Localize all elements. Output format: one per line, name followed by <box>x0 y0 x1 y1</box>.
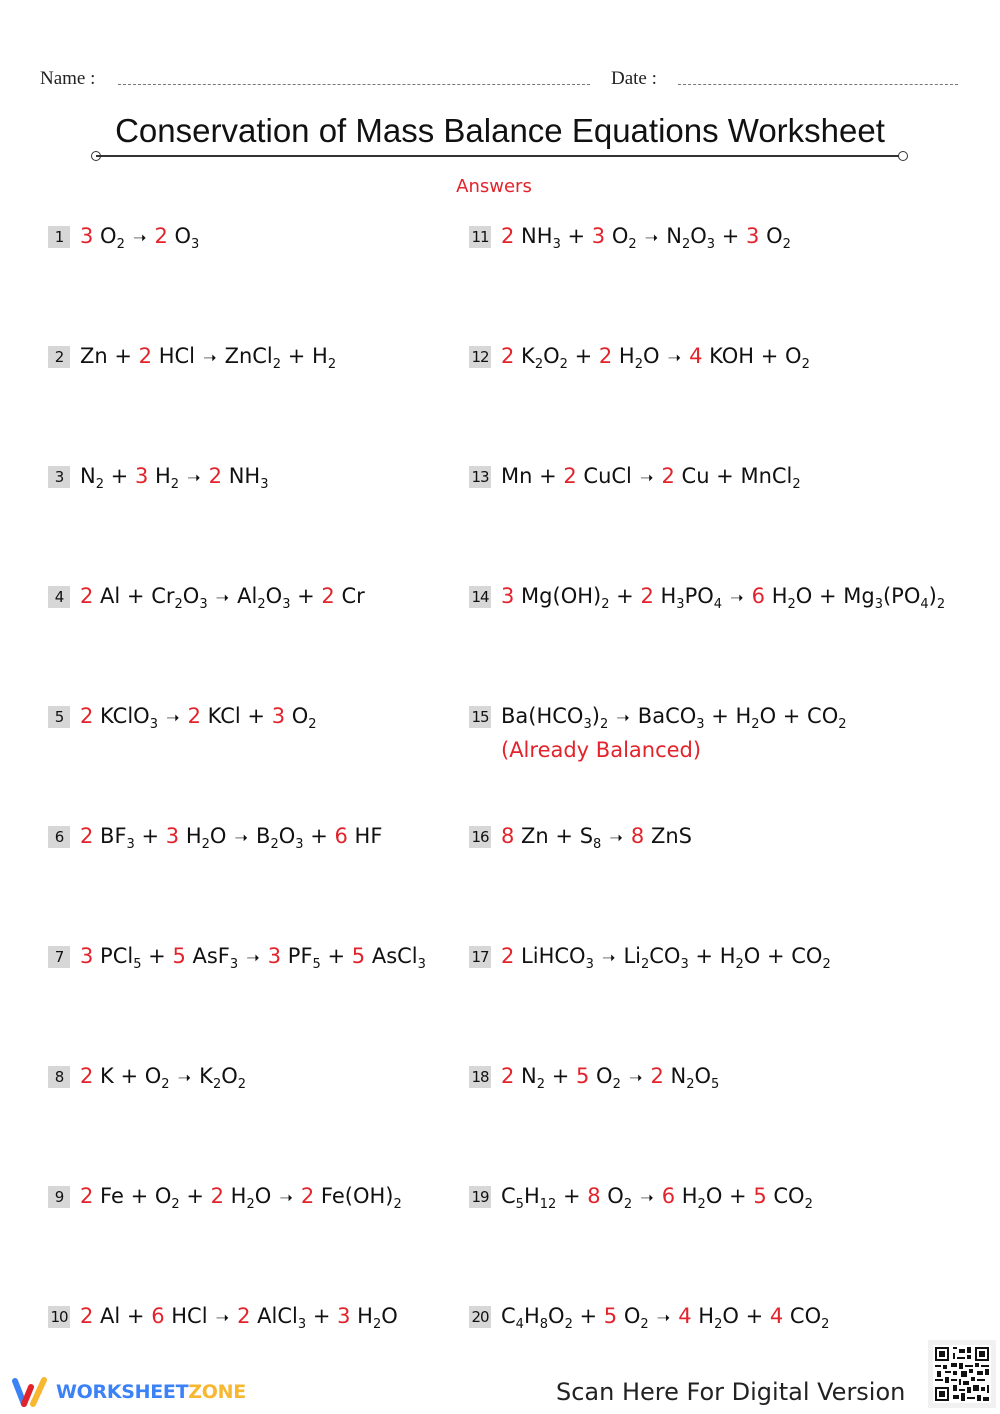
arrow-right-icon: ➝ <box>651 1308 676 1327</box>
subscript: 5 <box>133 957 142 972</box>
formula-text: H <box>179 824 202 848</box>
subscript: 2 <box>782 237 791 252</box>
coefficient-answer: 4 <box>689 344 703 368</box>
qr-code-icon <box>933 1345 991 1403</box>
header-fields <box>40 66 960 94</box>
logo-text: WORKSHEETZONE <box>56 1381 246 1403</box>
formula-text: O <box>759 224 783 248</box>
coefficient-answer: 3 <box>746 224 760 248</box>
formula-text: O <box>167 224 192 248</box>
problem-number-badge: 3 <box>48 466 70 488</box>
subscript: 3 <box>696 717 705 732</box>
subscript: 3 <box>552 237 561 252</box>
subscript: 2 <box>564 1317 573 1332</box>
formula-text: KOH + O <box>702 344 802 368</box>
problem-number-badge: 20 <box>469 1306 491 1328</box>
coefficient-answer: 2 <box>501 344 515 368</box>
subscript: 2 <box>270 837 279 852</box>
coefficient-answer: 2 <box>154 224 168 248</box>
subscript: 2 <box>212 1077 222 1092</box>
rule-endpoint-right <box>898 151 908 161</box>
balanced-equation <box>501 460 801 494</box>
coefficient-answer: 2 <box>138 344 153 368</box>
coefficient-answer: 2 <box>208 464 223 488</box>
formula-text: O <box>254 1184 272 1208</box>
answers-label: Answers <box>456 176 532 197</box>
coefficient-answer: 4 <box>678 1304 692 1328</box>
subscript: 2 <box>116 237 125 252</box>
formula-text: N <box>80 464 96 488</box>
coefficient-answer: 2 <box>501 1064 515 1088</box>
name-field[interactable] <box>118 84 590 85</box>
formula-text: C <box>501 1184 516 1208</box>
coefficient-answer: 2 <box>80 584 94 608</box>
problem-number-badge: 9 <box>48 1186 70 1208</box>
coefficient-answer: 3 <box>591 224 606 248</box>
formula-text: H <box>691 1304 715 1328</box>
subscript: 2 <box>640 957 650 972</box>
formula-text: O + CO <box>743 944 823 968</box>
subscript: 2 <box>792 477 801 492</box>
coefficient-answer: 2 <box>187 704 201 728</box>
coefficient-answer: 2 <box>650 1064 664 1088</box>
coefficient-answer: 6 <box>334 824 348 848</box>
formula-text: + <box>303 824 335 848</box>
balanced-equation <box>501 580 945 614</box>
formula-text: K <box>199 1064 213 1088</box>
formula-text: AlCl <box>250 1304 298 1328</box>
subscript: 2 <box>801 357 810 372</box>
formula-text: + <box>320 944 352 968</box>
arrow-right-icon: ➝ <box>210 588 235 607</box>
balanced-equation <box>80 460 269 494</box>
formula-text: B <box>256 824 271 848</box>
logo-w-icon <box>10 1375 50 1409</box>
formula-text: CO <box>766 1184 805 1208</box>
coefficient-answer: 2 <box>80 1304 94 1328</box>
qr-code[interactable] <box>928 1340 996 1408</box>
formula-text: + H <box>704 704 752 728</box>
formula-text: BF <box>93 824 127 848</box>
subscript: 2 <box>735 957 744 972</box>
formula-text: ) <box>591 704 600 728</box>
scan-caption: Scan Here For Digital Version <box>556 1378 906 1406</box>
coefficient-answer: 2 <box>80 824 94 848</box>
subscript: 3 <box>282 597 291 612</box>
balanced-equation <box>80 820 382 854</box>
formula-text: Al + <box>93 1304 152 1328</box>
formula-text: + H <box>688 944 736 968</box>
formula-text: O <box>285 704 309 728</box>
subscript: 2 <box>936 597 946 612</box>
formula-text: CO <box>783 1304 822 1328</box>
formula-text: KCl + <box>200 704 272 728</box>
formula-text: NH <box>222 464 261 488</box>
subscript: 2 <box>170 477 180 492</box>
problem-number-badge: 14 <box>469 586 491 608</box>
arrow-right-icon: ➝ <box>639 228 664 247</box>
subscript: 2 <box>536 1077 546 1092</box>
formula-text: Fe(OH) <box>314 1184 394 1208</box>
problem-number-badge: 4 <box>48 586 70 608</box>
formula-text: H <box>523 1184 540 1208</box>
formula-text: HCl <box>164 1304 208 1328</box>
formula-text: O <box>278 824 296 848</box>
formula-text: + <box>560 224 592 248</box>
problem-number-badge: 1 <box>48 226 70 248</box>
formula-text: Mg(OH) <box>514 584 602 608</box>
subscript: 2 <box>599 717 609 732</box>
subscript: 8 <box>593 837 602 852</box>
coefficient-answer: 5 <box>172 944 186 968</box>
coefficient-answer: 8 <box>587 1184 601 1208</box>
subscript: 2 <box>640 1317 649 1332</box>
arrow-right-icon: ➝ <box>160 708 185 727</box>
subscript: 3 <box>417 957 426 972</box>
formula-text: O <box>221 1064 238 1088</box>
coefficient-answer: 2 <box>661 464 675 488</box>
coefficient-answer: 2 <box>80 704 94 728</box>
arrow-right-icon: ➝ <box>611 708 635 727</box>
formula-text: O + Mg <box>795 584 875 608</box>
coefficient-answer: 3 <box>271 704 286 728</box>
coefficient-answer: 3 <box>501 584 515 608</box>
coefficient-answer: 2 <box>80 1064 94 1088</box>
arrow-right-icon: ➝ <box>241 948 265 967</box>
formula-text: + <box>556 1184 588 1208</box>
formula-text: + <box>104 464 135 488</box>
balanced-equation <box>501 340 810 374</box>
formula-text: Cr <box>334 584 365 608</box>
formula-text: H <box>765 584 788 608</box>
formula-text: H <box>148 464 171 488</box>
formula-text: PCl <box>93 944 134 968</box>
formula-text: O <box>93 224 117 248</box>
subscript: 2 <box>237 1077 247 1092</box>
coefficient-answer: 3 <box>134 464 149 488</box>
subscript: 4 <box>515 1317 524 1332</box>
coefficient-answer: 5 <box>603 1304 618 1328</box>
problem-number-badge: 5 <box>48 706 70 728</box>
formula-text: AsCl <box>365 944 418 968</box>
subscript: 2 <box>601 597 610 612</box>
balanced-equation <box>501 940 831 974</box>
formula-text: PF <box>281 944 313 968</box>
arrow-right-icon: ➝ <box>634 468 659 487</box>
subscript: 3 <box>149 717 158 732</box>
subscript: 3 <box>706 237 716 252</box>
formula-text: N <box>666 224 682 248</box>
subscript: 2 <box>174 597 183 612</box>
arrow-right-icon: ➝ <box>725 588 749 607</box>
formula-text: O + CO <box>759 704 839 728</box>
balanced-equation <box>80 1180 402 1214</box>
formula-text: + <box>141 944 173 968</box>
arrow-right-icon: ➝ <box>198 348 222 367</box>
formula-text: + <box>609 584 641 608</box>
subscript: 2 <box>714 1317 723 1332</box>
arrow-right-icon: ➝ <box>662 348 687 367</box>
formula-text: O <box>543 344 560 368</box>
formula-text: BaCO <box>637 704 697 728</box>
formula-text: K + O <box>93 1064 162 1088</box>
formula-text: N <box>663 1064 687 1088</box>
coefficient-answer: 4 <box>769 1304 784 1328</box>
problem-number-badge: 19 <box>469 1186 491 1208</box>
subscript: 2 <box>201 837 210 852</box>
subscript: 12 <box>539 1197 557 1212</box>
formula-text: + <box>290 584 322 608</box>
problem-number-badge: 12 <box>469 346 491 368</box>
problem-number-badge: 18 <box>469 1066 491 1088</box>
formula-text: + H <box>281 344 328 368</box>
coefficient-answer: 8 <box>501 824 515 848</box>
problem-number-badge: 2 <box>48 346 70 368</box>
coefficient-answer: 3 <box>165 824 180 848</box>
formula-text: AsF <box>185 944 230 968</box>
date-field[interactable] <box>678 84 958 85</box>
balanced-equation <box>501 700 847 734</box>
arrow-right-icon: ➝ <box>604 828 628 847</box>
balanced-equation <box>80 580 365 614</box>
subscript: 4 <box>920 597 929 612</box>
subscript: 3 <box>295 837 304 852</box>
formula-text: Zn + <box>80 344 139 368</box>
subscript: 2 <box>327 357 337 372</box>
coefficient-answer: 2 <box>598 344 613 368</box>
formula-text: Al <box>237 584 258 608</box>
subscript: 2 <box>246 1197 255 1212</box>
problem-number-badge: 16 <box>469 826 491 848</box>
formula-text: + <box>567 344 599 368</box>
formula-text: O <box>548 1304 565 1328</box>
coefficient-answer: 2 <box>501 944 515 968</box>
coefficient-answer: 2 <box>80 1184 94 1208</box>
subscript: 2 <box>257 597 266 612</box>
coefficient-answer: 3 <box>80 224 94 248</box>
formula-text: O <box>694 1064 712 1088</box>
name-label: Name : <box>40 68 96 89</box>
balanced-equation <box>501 1180 813 1214</box>
formula-text: O <box>381 1304 398 1328</box>
formula-text: H <box>653 584 677 608</box>
coefficient-answer: 5 <box>351 944 366 968</box>
coefficient-answer: 3 <box>80 944 94 968</box>
arrow-right-icon: ➝ <box>127 228 152 247</box>
formula-text: CO <box>649 944 681 968</box>
coefficient-answer: 2 <box>300 1184 315 1208</box>
formula-text: + <box>134 824 166 848</box>
formula-text: Al + Cr <box>93 584 175 608</box>
subscript: 3 <box>229 957 239 972</box>
formula-text: C <box>501 1304 516 1328</box>
formula-text: LiHCO <box>514 944 586 968</box>
arrow-right-icon: ➝ <box>229 828 254 847</box>
formula-text: + <box>179 1184 211 1208</box>
subscript: 2 <box>634 357 643 372</box>
subscript: 2 <box>372 1317 382 1332</box>
formula-text: H <box>612 344 635 368</box>
formula-text: H <box>350 1304 373 1328</box>
balanced-equation <box>501 1300 829 1334</box>
subscript: 2 <box>161 1077 170 1092</box>
formula-text: + <box>572 1304 604 1328</box>
problem-number-badge: 8 <box>48 1066 70 1088</box>
formula-text: O <box>690 224 707 248</box>
subscript: 2 <box>534 357 544 372</box>
coefficient-answer: 3 <box>337 1304 351 1328</box>
title-underline <box>96 155 904 157</box>
formula-text: O <box>643 344 660 368</box>
arrow-right-icon: ➝ <box>182 468 206 487</box>
answer-note: (Already Balanced) <box>501 738 702 762</box>
formula-text: O + <box>722 1304 770 1328</box>
problem-number-badge: 10 <box>48 1306 70 1328</box>
arrow-right-icon: ➝ <box>635 1188 659 1207</box>
subscript: 4 <box>713 597 723 612</box>
formula-text: PO <box>684 584 714 608</box>
formula-text: ZnS <box>644 824 692 848</box>
balanced-equation <box>80 1060 246 1094</box>
formula-text: Mn + <box>501 464 564 488</box>
balanced-equation <box>80 940 426 974</box>
arrow-right-icon: ➝ <box>623 1068 648 1087</box>
subscript: 2 <box>804 1197 813 1212</box>
problem-number-badge: 11 <box>469 226 491 248</box>
arrow-right-icon: ➝ <box>274 1188 298 1207</box>
problem-number-badge: 15 <box>469 706 491 728</box>
subscript: 3 <box>583 717 592 732</box>
coefficient-answer: 6 <box>661 1184 676 1208</box>
formula-text: N <box>514 1064 537 1088</box>
formula-text: HF <box>347 824 383 848</box>
formula-text: O <box>600 1184 624 1208</box>
subscript: 2 <box>821 1317 830 1332</box>
worksheetzone-logo <box>10 1374 246 1410</box>
formula-text: HCl <box>152 344 195 368</box>
formula-text: (PO <box>882 584 921 608</box>
balanced-equation <box>80 220 199 254</box>
coefficient-answer: 2 <box>563 464 577 488</box>
formula-text: O <box>265 584 283 608</box>
balanced-equation <box>501 820 692 854</box>
formula-text: Cu + MnCl <box>674 464 793 488</box>
subscript: 3 <box>260 477 269 492</box>
coefficient-answer: 6 <box>751 584 766 608</box>
formula-text: CuCl <box>576 464 632 488</box>
coefficient-answer: 3 <box>267 944 282 968</box>
subscript: 5 <box>711 1077 720 1092</box>
subscript: 2 <box>822 957 831 972</box>
balanced-equation <box>80 340 336 374</box>
formula-text: H <box>224 1184 247 1208</box>
coefficient-answer: 5 <box>753 1184 767 1208</box>
subscript: 2 <box>838 717 847 732</box>
formula-text: NH <box>514 224 553 248</box>
subscript: 5 <box>312 957 321 972</box>
formula-text: O <box>209 824 227 848</box>
problem-number-badge: 13 <box>469 466 491 488</box>
formula-text: Fe + O <box>93 1184 172 1208</box>
subscript: 3 <box>297 1317 307 1332</box>
subscript: 2 <box>697 1197 706 1212</box>
subscript: 2 <box>393 1197 402 1212</box>
formula-text: O + <box>705 1184 754 1208</box>
problem-number-badge: 6 <box>48 826 70 848</box>
subscript: 2 <box>623 1197 633 1212</box>
subscript: 2 <box>171 1197 180 1212</box>
subscript: 3 <box>874 597 883 612</box>
subscript: 3 <box>199 597 208 612</box>
subscript: 2 <box>272 357 282 372</box>
formula-text: O <box>617 1304 641 1328</box>
problem-number-badge: 7 <box>48 946 70 968</box>
coefficient-answer: 2 <box>210 1184 224 1208</box>
formula-text: O <box>182 584 200 608</box>
coefficient-answer: 2 <box>640 584 654 608</box>
subscript: 2 <box>612 1077 621 1092</box>
subscript: 5 <box>515 1197 524 1212</box>
subscript: 2 <box>751 717 760 732</box>
formula-text: + <box>306 1304 338 1328</box>
formula-text: ) <box>928 584 937 608</box>
formula-text: O <box>605 224 629 248</box>
formula-text: Zn + S <box>514 824 594 848</box>
formula-text: H <box>675 1184 698 1208</box>
subscript: 3 <box>585 957 594 972</box>
arrow-right-icon: ➝ <box>172 1068 197 1087</box>
subscript: 2 <box>95 477 104 492</box>
date-label: Date : <box>611 68 657 89</box>
formula-text: KClO <box>93 704 150 728</box>
coefficient-answer: 5 <box>576 1064 590 1088</box>
balanced-equation <box>80 700 317 734</box>
balanced-equation <box>501 1060 719 1094</box>
subscript: 2 <box>308 717 317 732</box>
coefficient-answer: 8 <box>630 824 645 848</box>
formula-text: ZnCl <box>224 344 273 368</box>
arrow-right-icon: ➝ <box>596 948 621 967</box>
coefficient-answer: 2 <box>321 584 335 608</box>
subscript: 2 <box>686 1077 695 1092</box>
formula-text: + <box>715 224 747 248</box>
subscript: 3 <box>126 837 135 852</box>
subscript: 2 <box>559 357 568 372</box>
formula-text: + <box>545 1064 576 1088</box>
formula-text: K <box>514 344 535 368</box>
balanced-equation <box>501 220 791 254</box>
subscript: 2 <box>787 597 796 612</box>
subscript: 2 <box>628 237 637 252</box>
coefficient-answer: 6 <box>151 1304 165 1328</box>
subscript: 3 <box>191 237 200 252</box>
subscript: 2 <box>681 237 691 252</box>
subscript: 8 <box>539 1317 549 1332</box>
formula-text: H <box>523 1304 540 1328</box>
problem-number-badge: 17 <box>469 946 491 968</box>
formula-text: Ba(HCO <box>501 704 584 728</box>
formula-text: O <box>589 1064 613 1088</box>
subscript: 3 <box>680 957 689 972</box>
coefficient-answer: 2 <box>237 1304 251 1328</box>
formula-text: Li <box>623 944 641 968</box>
balanced-equation <box>80 1300 398 1334</box>
page-title: Conservation of Mass Balance Equations Worksheet <box>115 112 885 149</box>
coefficient-answer: 2 <box>501 224 515 248</box>
arrow-right-icon: ➝ <box>210 1308 235 1327</box>
subscript: 3 <box>676 597 685 612</box>
